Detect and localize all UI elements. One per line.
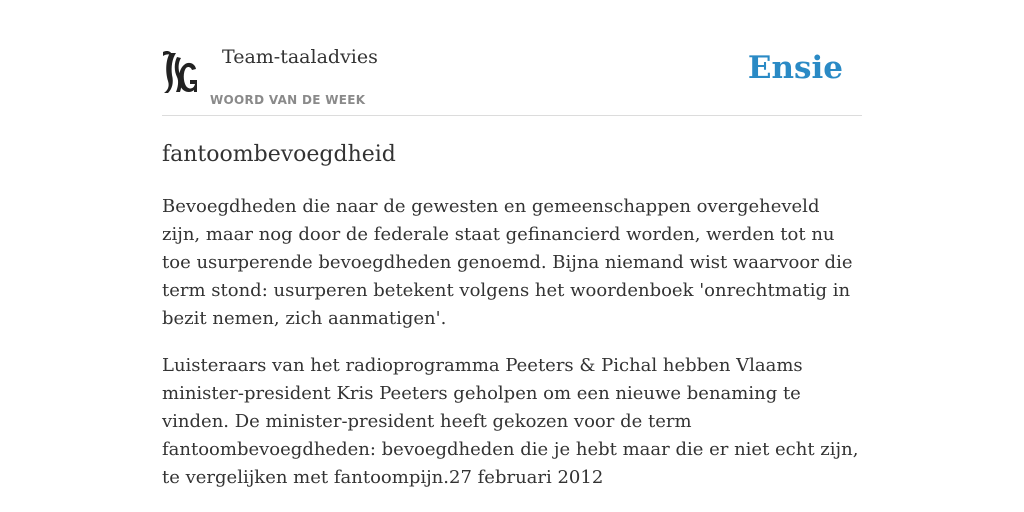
brand-logo[interactable]: Ensie bbox=[747, 50, 843, 86]
flemish-lion-icon bbox=[162, 49, 198, 95]
paragraph-2-text: Luisteraars van het radioprogramma Peeters & Pichal hebben Vlaams minister-president Kris Peeters geholpen om een nieuwe benaming te vinden. De minister-president heeft gekozen voor de term fantoombevoegdheden: bevoegdheden die je hebt maar die er niet echt zijn, te vergelijken met fantoompijn. bbox=[162, 355, 859, 488]
category-label: WOORD VAN DE WEEK bbox=[210, 93, 366, 107]
paragraph-1: Bevoegdheden die naar de gewesten en gemeenschappen overgeheveld zijn, maar nog door de federale staat gefinancierd worden, werden tot nu toe usurperende bevoegdheden genoemd. Bijna niemand wist waarvoor die term stond: usurperen betekent volgens het woordenboek 'onrechtmatig in bezit nemen, zich aanmatigen'. bbox=[162, 196, 853, 329]
publication-date: 27 februari 2012 bbox=[449, 467, 604, 488]
word-card bbox=[162, 40, 862, 492]
card-header bbox=[162, 40, 862, 116]
paragraph-2 bbox=[162, 352, 862, 492]
word-title: fantoombevoegdheid bbox=[162, 142, 396, 167]
org-name: Team-taaladvies bbox=[222, 46, 378, 68]
